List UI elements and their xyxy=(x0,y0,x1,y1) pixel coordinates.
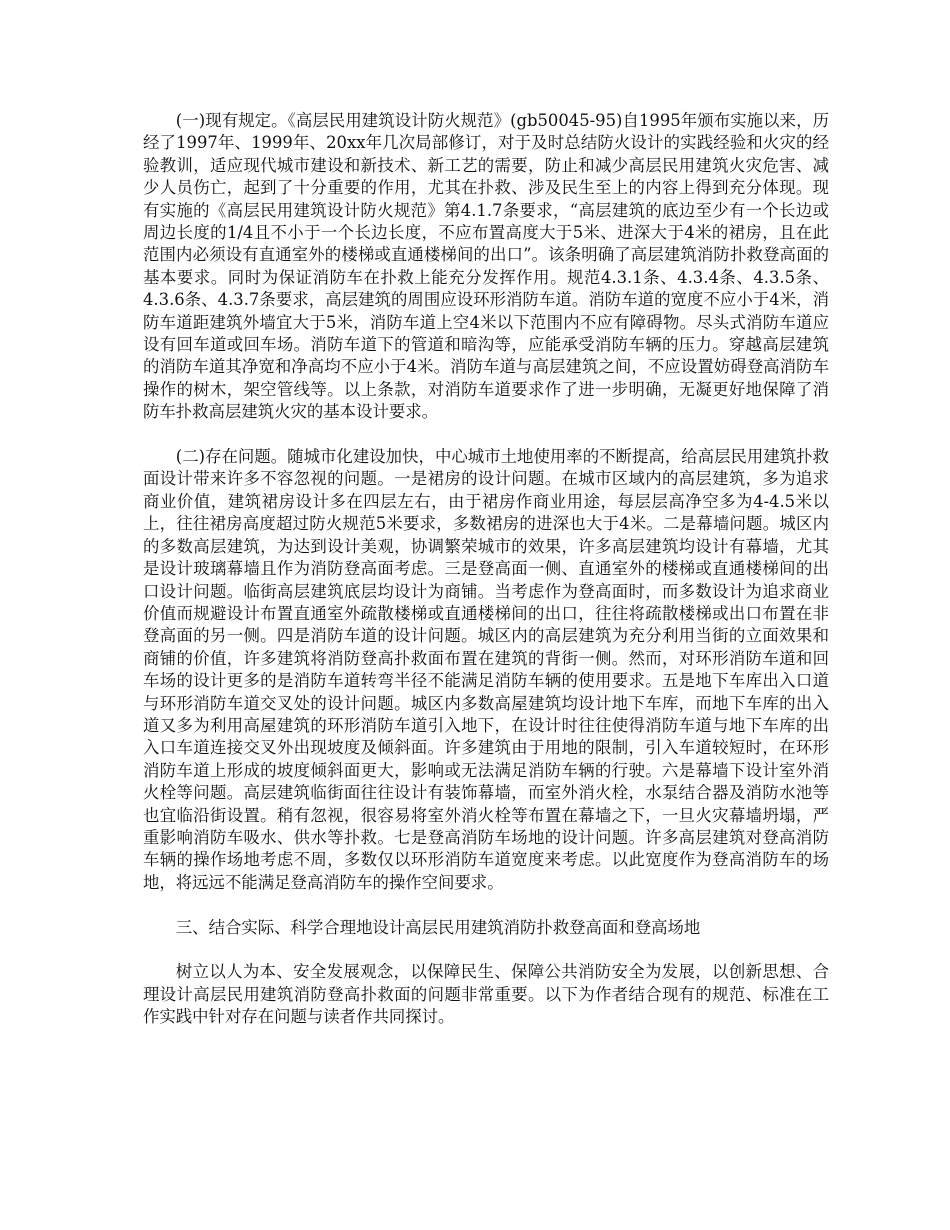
paragraph-existing-problems: (二)存在问题。随城市化建设加快，中心城市土地使用率的不断提高，给高层民用建筑扑救面设计带来许多不容忽视的问题。一是裙房的设计问题。在城市区域内的高层建筑，多为追求商业价值，建筑裙房设计多在四层左右，由于裙房作商业用途，每层层高净空多为4-4.5米以上，往往裙房高度超过防火规范5米要求，多数裙房的进深也大于4米。二是幕墙问题。城区内的多数高层建筑，为达到设计美观，协调繁荣城市的效果，许多高层建筑均设计有幕墙，尤其是设计玻璃幕墙且作为消防登高面考虑。三是登高面一侧、直通室外的楼梯或直通楼梯间的出口设计问题。临街高层建筑底层均设计为商铺。当考虑作为登高面时，而多数设计为追求商业价值而规避设计布置直通室外疏散楼梯或直通楼梯间的出口，往往将疏散楼梯或出口布置在非登高面的另一侧。四是消防车道的设计问题。城区内的高层建筑为充分利用当街的立面效果和商铺的价值，许多建筑将消防登高扑救面布置在建筑的背街一侧。然而，对环形消防车道和回车场的设计更多的是消防车道转弯半径不能满足消防车辆的使用要求。五是地下车库出入口道与环形消防车道交叉处的设计问题。城区内多数高屋建筑均设计地下车库，而地下车库的出入道又多为利用高屋建筑的环形消防车道引入地下，在设计时往往使得消防车道与地下车库的出入口车道连接交叉外出现坡度及倾斜面。许多建筑由于用地的限制，引入车道较短时，在环形消防车道上形成的坡度倾斜面更大，影响或无法满足消防车辆的行驶。六是幕墙下设计室外消火栓等问题。高层建筑临街面往往设计有装饰幕墙，而室外消火栓，水泵结合器及消防水池等也宜临沿街设置。稍有忽视，很容易将室外消火栓等布置在幕墙之下，一旦火灾幕墙坍塌，严重影响消防车吸水、供水等扑救。七是登高消防车场地的设计问题。许多高层建筑对登高消防车辆的操作场地考虑不周，多数仅以环形消防车道宽度来考虑。以此宽度作为登高消防车的场地，将远远不能满足登高消防车的操作空间要求。 xyxy=(143,447,829,892)
paragraph-spacer xyxy=(143,424,829,446)
paragraph-closing: 树立以人为本、安全发展观念，以保障民生、保障公共消防安全为发展，以创新思想、合理设计高层民用建筑消防登高扑救面的问题非常重要。以下为作者结合现有的规范、标准在工作实践中针对存在问题与读者作共同探讨。 xyxy=(143,962,829,1027)
paragraph-spacer xyxy=(143,894,829,916)
section-heading: 三、结合实际、科学合理地设计高层民用建筑消防扑救登高面和登高场地 xyxy=(175,917,701,937)
paragraph-existing-regulations: (一)现有规定。《高层民用建筑设计防火规范》(gb50045-95)自1995年颁布实施以来，历经了1997年、1999年、20xx年几次局部修订，对于及时总结防火设计的实践经验和火灾的经验教训，适应现代城市建设和新技术、新工艺的需要，防止和减少高层民用建筑火灾危害、减少人员伤亡，起到了十分重要的作用，尤其在扑救、涉及民生至上的内容上得到充分体现。现有实施的《高层民用建筑设计防火规范》第4.1.7条要求，“高层建筑的底边至少有一个长边或周边长度的1/4且不小于一个长边长度，不应布置高度大于5米、进深大于4米的裙房，且在此范围内必须设有直通室外的楼梯或直通楼梯间的出口”。该条明确了高层建筑消防扑救登高面的基本要求。同时为保证消防车在扑救上能充分发挥作用。规范4.3.1条、4.3.4条、4.3.5条、4.3.6条、4.3.7条要求，高层建筑的周围应设环形消防车道。消防车道的宽度不应小于4米，消防车道距建筑外墙宜大于5米，消防车道上空4米以下范围内不应有障碍物。尽头式消防车道应设有回车道或回车场。消防车道下的管道和暗沟等，应能承受消防车辆的压力。穿越高层建筑的消防车道其净宽和净高均不应小于4米。消防车道与高层建筑之间，不应设置妨碍登高消防车操作的树木，架空管线等。以上条款，对消防车道要求作了进一步明确，无凝更好地保障了消防车扑救高层建筑火灾的基本设计要求。 xyxy=(143,111,829,422)
paragraph-spacer xyxy=(143,939,829,961)
document-body xyxy=(143,110,829,1029)
